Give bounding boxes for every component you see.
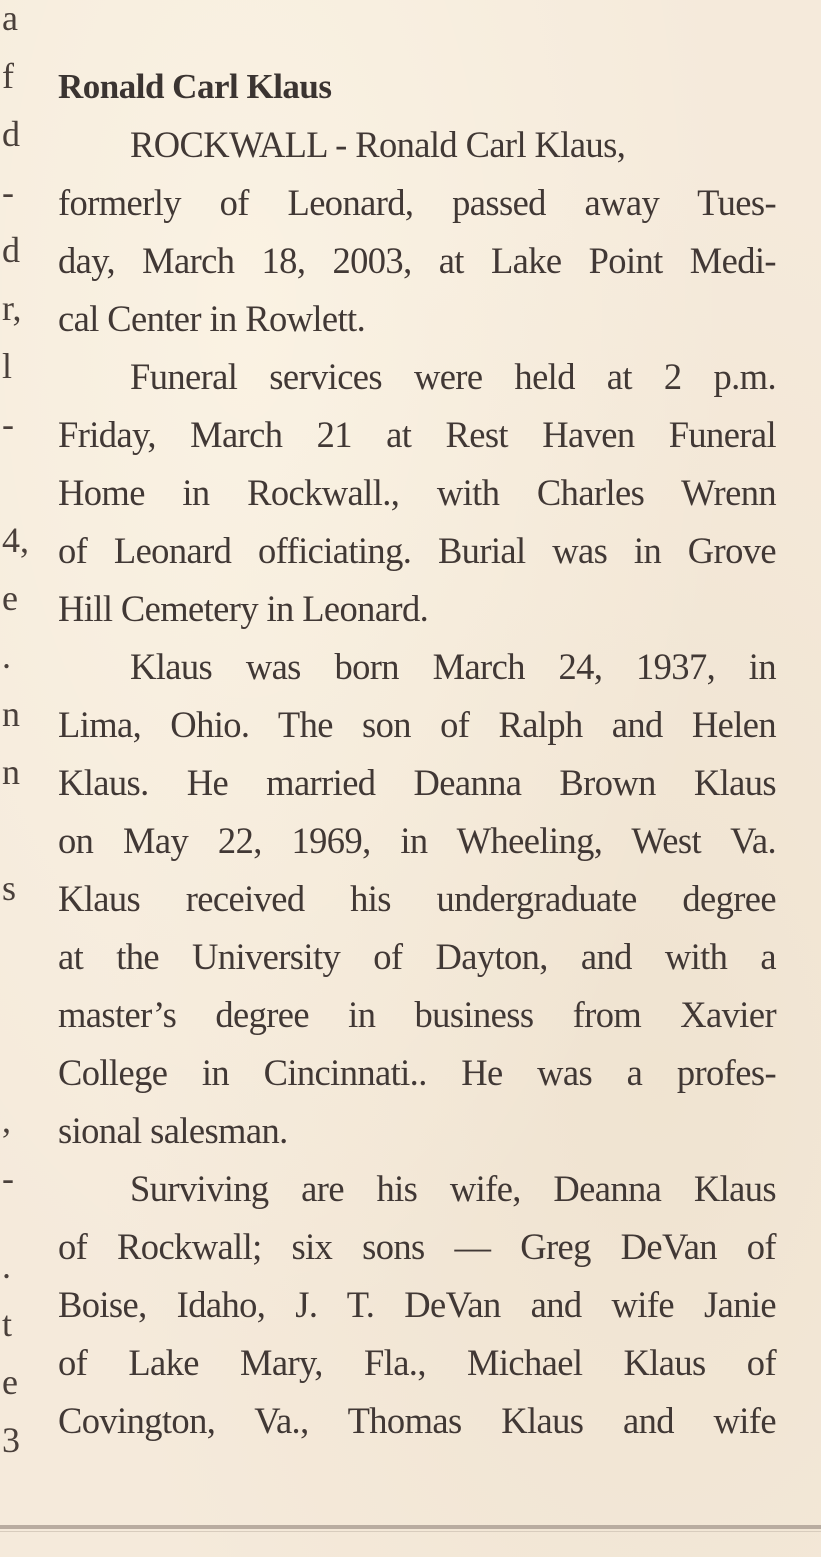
article-line: College in Cincinnati.. He was a profes- (58, 1052, 776, 1093)
fragment-char: e (2, 578, 18, 618)
article-line: sional salesman. (58, 1110, 288, 1151)
fragment-char: n (2, 694, 20, 734)
fragment-char: e (2, 1362, 18, 1402)
fragment-char: f (2, 56, 14, 96)
fragment-char: t (2, 1304, 13, 1344)
fragment-char: . (2, 1246, 11, 1286)
fragment-char: a (2, 0, 18, 38)
article-headline: Ronald Carl Klaus (58, 67, 332, 106)
obituary-article (58, 58, 776, 1450)
article-line: ROCKWALL - Ronald Carl Klaus, (130, 124, 626, 165)
article-line: Funeral services were held at 2 p.m. (130, 356, 776, 397)
article-line: of Lake Mary, Fla., Michael Klaus of (58, 1342, 776, 1383)
fragment-char: 3 (2, 1420, 20, 1460)
article-line: Klaus received his undergraduate degree (58, 878, 776, 919)
article-line: Surviving are his wife, Deanna Klaus (130, 1168, 776, 1209)
fragment-char: r, (2, 288, 22, 328)
article-line: Friday, March 21 at Rest Haven Funeral (58, 414, 776, 455)
fragment-char: . (2, 636, 11, 676)
article-line: cal Center in Rowlett. (58, 298, 366, 339)
article-line: Klaus. He married Deanna Brown Klaus (58, 762, 776, 803)
article-line: Lima, Ohio. The son of Ralph and Helen (58, 704, 776, 745)
fragment-char: - (2, 1158, 14, 1198)
article-line: master’s degree in business from Xavier (58, 994, 776, 1035)
article-line: formerly of Leonard, passed away Tues- (58, 182, 776, 223)
article-line: day, March 18, 2003, at Lake Point Medi- (58, 240, 776, 281)
article-line: Home in Rockwall., with Charles Wrenn (58, 472, 776, 513)
adjacent-column-fragments (0, 0, 30, 1500)
fragment-char: 4, (2, 520, 29, 560)
fragment-char: l (2, 346, 13, 386)
fragment-char: n (2, 752, 20, 792)
fragment-char: s (2, 868, 17, 908)
fragment-char: - (2, 404, 14, 444)
bottom-border-rule (0, 1525, 821, 1529)
article-line: Covington, Va., Thomas Klaus and wife (58, 1400, 776, 1441)
article-line: Boise, Idaho, J. T. DeVan and wife Janie (58, 1284, 776, 1325)
article-line: of Leonard officiating. Burial was in Grove (58, 530, 776, 571)
bottom-border-rule-thin (0, 1531, 821, 1532)
article-line: Hill Cemetery in Leonard. (58, 588, 429, 629)
article-line: of Rockwall; six sons — Greg DeVan of (58, 1226, 776, 1267)
fragment-char: - (2, 172, 14, 212)
fragment-char: , (2, 1100, 11, 1140)
article-line: Klaus was born March 24, 1937, in (130, 646, 776, 687)
article-line: on May 22, 1969, in Wheeling, West Va. (58, 820, 776, 861)
article-line: at the University of Dayton, and with a (58, 936, 776, 977)
fragment-char: d (2, 230, 20, 270)
fragment-char: d (2, 114, 20, 154)
